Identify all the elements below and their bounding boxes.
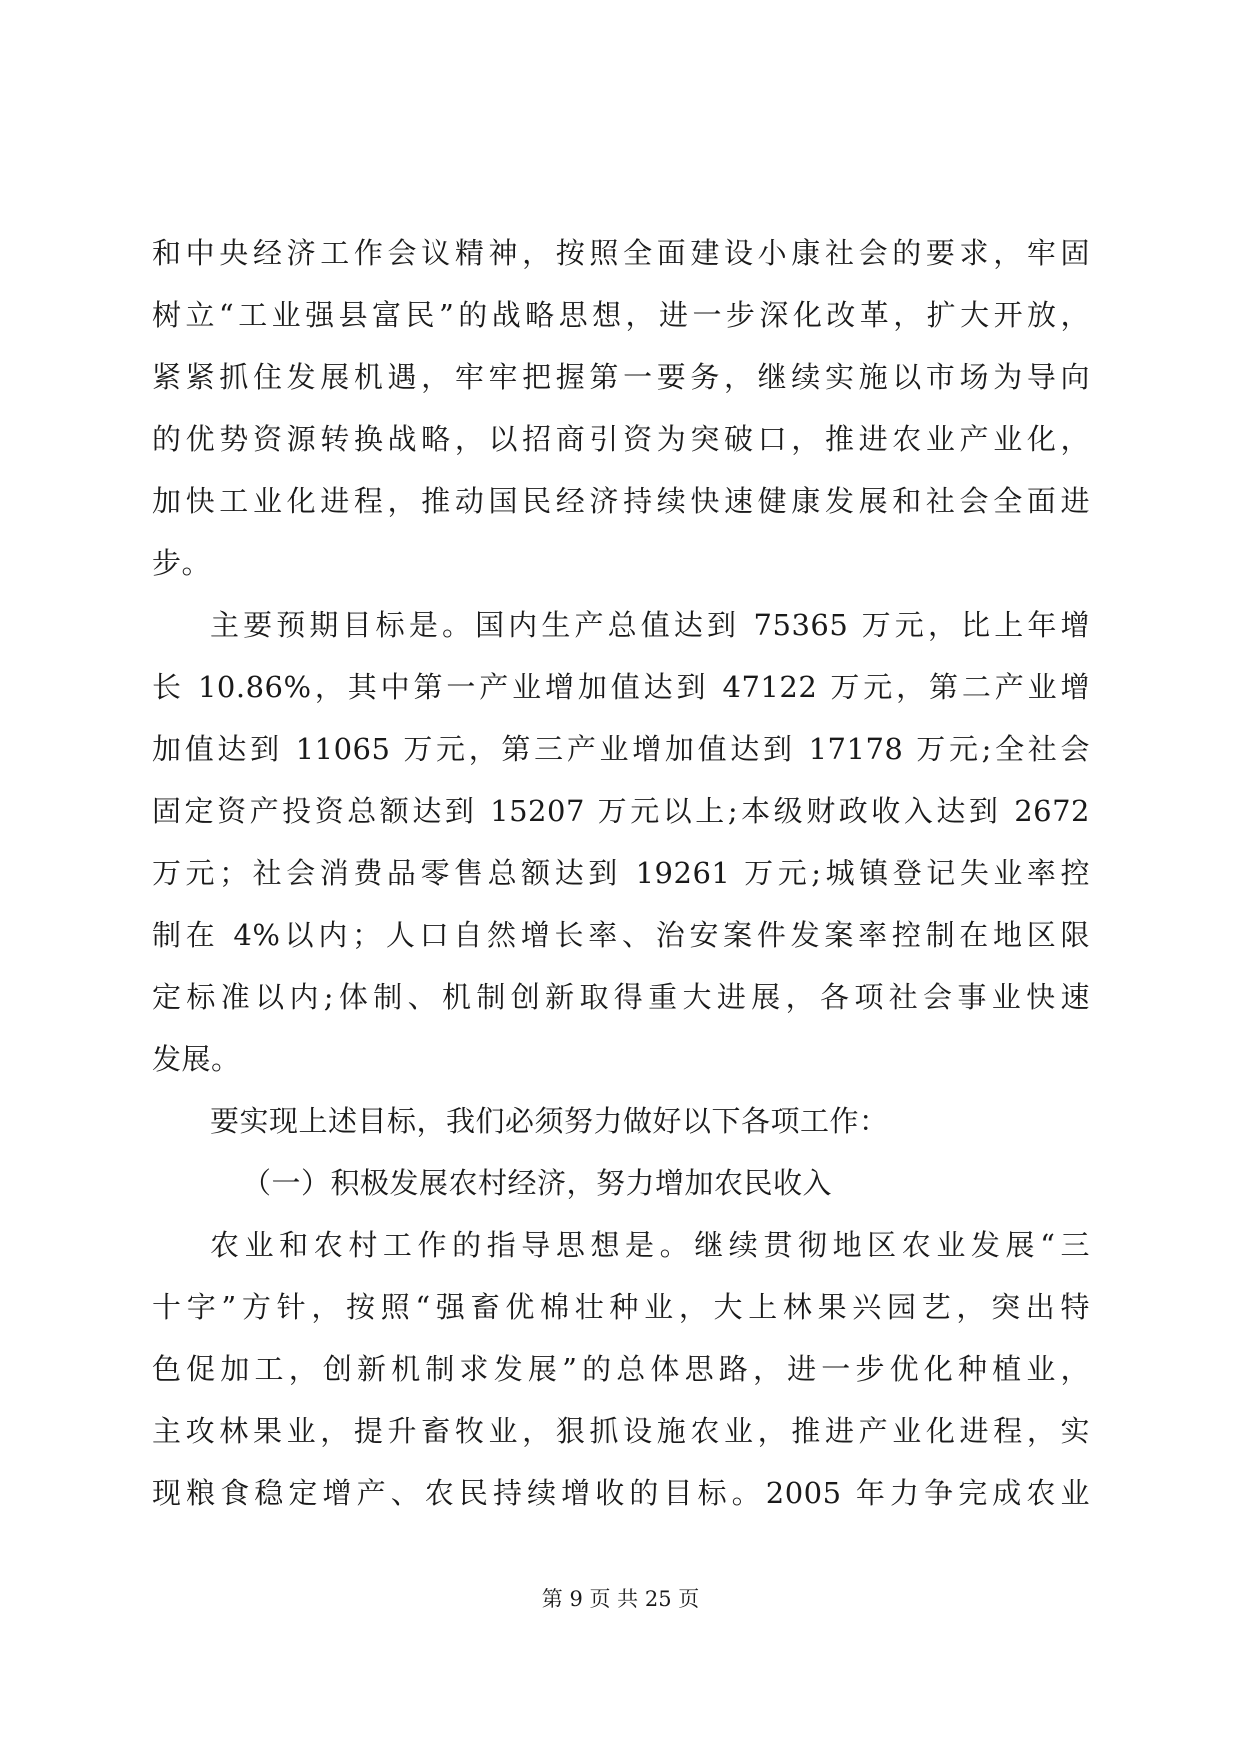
- text-line: 的优势资源转换战略，以招商引资为突破口，推进农业产业化，: [152, 422, 1090, 456]
- text-line: 和中央经济工作会议精神，按照全面建设小康社会的要求，牢固: [152, 236, 1090, 270]
- text-line: 树立“工业强县富民”的战略思想，进一步深化改革，扩大开放，: [152, 298, 1090, 332]
- text-line: 主要预期目标是。国内生产总值达到 75365 万元，比上年增: [210, 608, 1090, 642]
- text-line: 发展。: [152, 1042, 241, 1076]
- text-line: 定标准以内;体制、机制创新取得重大进展，各项社会事业快速: [152, 980, 1090, 1014]
- text-line: 农业和农村工作的指导思想是。继续贯彻地区农业发展“三: [210, 1228, 1090, 1262]
- text-line: 色促加工，创新机制求发展”的总体思路，进一步优化种植业，: [152, 1352, 1090, 1386]
- text-line: 十字”方针，按照“强畜优棉壮种业，大上林果兴园艺，突出特: [152, 1290, 1090, 1324]
- text-line: 制在 4%以内；人口自然增长率、治安案件发案率控制在地区限: [152, 918, 1090, 952]
- text-line: 长 10.86%，其中第一产业增加值达到 47122 万元，第二产业增: [152, 670, 1090, 704]
- text-line: 加快工业化进程，推动国民经济持续快速健康发展和社会全面进: [152, 484, 1090, 518]
- text-line: 步。: [152, 546, 212, 580]
- text-line: 固定资产投资总额达到 15207 万元以上;本级财政收入达到 2672: [152, 794, 1090, 828]
- text-line: 加值达到 11065 万元，第三产业增加值达到 17178 万元;全社会: [152, 732, 1090, 766]
- text-line: 现粮食稳定增产、农民持续增收的目标。2005 年力争完成农业: [152, 1476, 1090, 1510]
- page-number: 第 9 页 共 25 页: [541, 1587, 700, 1611]
- section-heading: （一）积极发展农村经济，努力增加农民收入: [242, 1166, 833, 1200]
- document-body: [152, 222, 1090, 1524]
- text-line: 紧紧抓住发展机遇，牢牢把握第一要务，继续实施以市场为导向: [152, 360, 1090, 394]
- text-line: 要实现上述目标，我们必须努力做好以下各项工作：: [210, 1104, 889, 1138]
- text-line: 主攻林果业，提升畜牧业，狠抓设施农业，推进产业化进程，实: [152, 1414, 1090, 1448]
- text-line: 万元；社会消费品零售总额达到 19261 万元;城镇登记失业率控: [152, 856, 1090, 890]
